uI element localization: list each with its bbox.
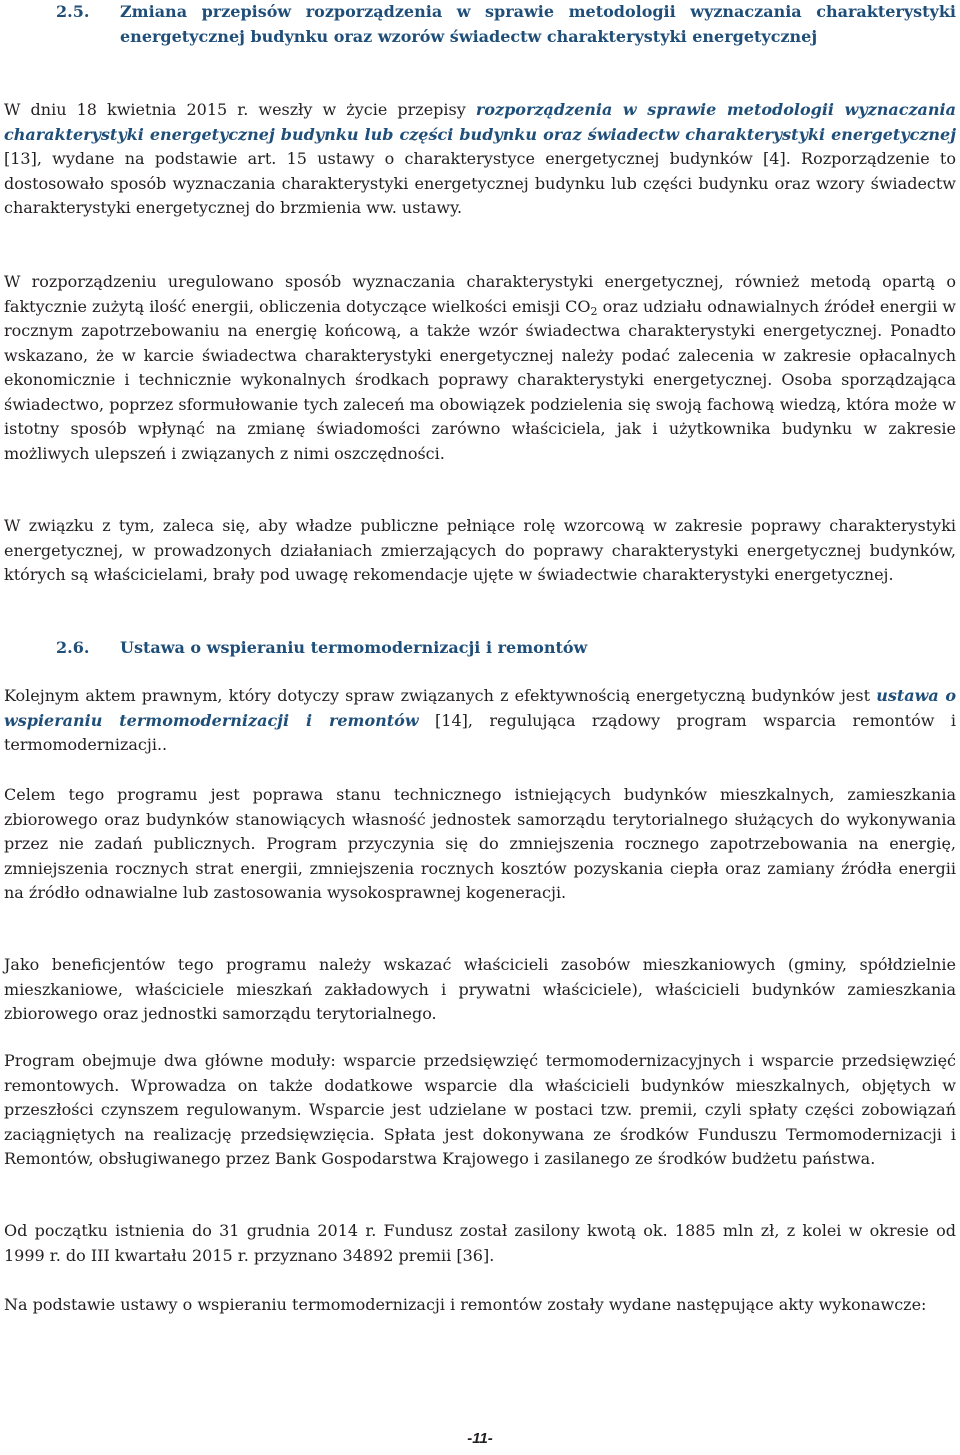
paragraph-6 xyxy=(4,953,956,1027)
subscript: 2 xyxy=(590,304,598,318)
paragraph-2 xyxy=(4,270,956,466)
paragraph-text: Od początku istnienia do 31 grudnia 2014 r. Fundusz został zasilony kwotą ok. 1885 mln zł, z kolei w okresie od 1999 r. do III kwartału 2015 r. przyznano 34892 premii [36]. xyxy=(4,1221,956,1265)
paragraph-text: W rozporządzeniu uregulowano sposób wyznaczania charakterystyki energetycznej, również metodą opartą o faktycznie zużytą ilość energii, obliczenia dotyczące wielkości emisji CO xyxy=(4,272,956,316)
section-title: Zmiana przepisów rozporządzenia w sprawie metodologii wyznaczania charakterystyki energetycznej budynku oraz wzorów świadectw charakterystyki energetycznej xyxy=(120,2,956,46)
paragraph-text: [13], wydane na podstawie art. 15 ustawy o charakterystyce energetycznej budynków [4]. Rozporządzenie to dostosowało sposób wyznaczania charakterystyki energetycznej budynku lub części budynku oraz wzory świadectw charakterystyki energetycznej do brzmienia ww. ustawy. xyxy=(4,149,956,217)
section-2-5-heading xyxy=(4,0,956,49)
section-number: 2.6. xyxy=(56,638,90,657)
section-number: 2.5. xyxy=(56,2,90,21)
paragraph-5 xyxy=(4,783,956,906)
paragraph-text: W dniu 18 kwietnia 2015 r. weszły w życie przepisy xyxy=(4,100,476,119)
page-number: -11- xyxy=(467,1430,493,1447)
paragraph-9 xyxy=(4,1293,956,1318)
section-2-6-heading xyxy=(4,636,956,661)
paragraph-text: Na podstawie ustawy o wspieraniu termomodernizacji i remontów zostały wydane następujące akty wykonawcze: xyxy=(4,1295,927,1314)
paragraph-text: Kolejnym aktem prawnym, który dotyczy spraw związanych z efektywnością energetyczną budynków jest xyxy=(4,686,877,705)
paragraph-text: oraz udziału odnawialnych źródeł energii w rocznym zapotrzebowaniu na energię końcową, a także wzór świadectwa charakterystyki energetycznej. Ponadto wskazano, że w karcie świadectwa charakterystyki energetycznej należy podać zalecenia w zakresie opłacalnych ekonomicznie i technicznie wykonalnych środkach poprawy charakterystyki energetycznej. Osoba sporządzająca świadectwo, poprzez sformułowanie tych zaleceń ma obowiązek podzielenia się swoją fachową wiedzą, która może w istotny sposób wpłynąć na zmianę świadomości zarówno właściciela, jak i użytkownika budynku w zakresie możliwych ulepszeń i związanych z nimi oszczędności. xyxy=(4,296,956,463)
paragraph-text: Program obejmuje dwa główne moduły: wsparcie przedsięwzięć termomodernizacyjnych i wsparcie przedsięwzięć remontowych. Wprowadza on także dodatkowe wsparcie dla właścicieli budynków mieszkalnych, objętych w przeszłości czynszem regulowanym. Wsparcie jest udzielane w postaci tzw. premii, czyli spłaty części zobowiązań zaciągniętych na realizację przedsięwzięcia. Spłata jest dokonywana ze środków Funduszu Termomodernizacji i Remontów, obsługiwanego przez Bank Gospodarstwa Krajowego i zasilanego ze środków budżetu państwa. xyxy=(4,1051,956,1168)
paragraph-7 xyxy=(4,1049,956,1172)
paragraph-text: Jako beneficjentów tego programu należy wskazać właścicieli zasobów mieszkaniowych (gminy, spółdzielnie mieszkaniowe, właściciele mieszkań zakładowych i prywatni właściciele), właścicieli budynków zamieszkania zbiorowego oraz jednostki samorządu terytorialnego. xyxy=(4,955,956,1023)
paragraph-4 xyxy=(4,684,956,758)
regulation-title: rozporządzenia w sprawie metodologii wyznaczania charakterystyki energetycznej budynku lub części budynku oraz świadectw charakterystyki energetycznej xyxy=(4,100,957,144)
paragraph-text: W związku z tym, zaleca się, aby władze publiczne pełniące rolę wzorcową w zakresie poprawy charakterystyki energetycznej, w prowadzonych działaniach zmierzających do poprawy charakterystyki energetycznej budynków, których są właścicielami, brały pod uwagę rekomendacje ujęte w świadectwie charakterystyki energetycznej. xyxy=(4,516,956,584)
paragraph-1 xyxy=(4,98,956,221)
paragraph-8 xyxy=(4,1219,956,1268)
paragraph-text: Celem tego programu jest poprawa stanu technicznego istniejących budynków mieszkalnych, zamieszkania zbiorowego oraz budynków stanowiących własność jednostek samorządu terytorialnego służących do wykonywania przez nie zadań publicznych. Program przyczynia się do zmniejszenia rocznego zapotrzebowania na energię, zmniejszenia rocznych strat energii, zmniejszenia rocznych kosztów pozyskania ciepła oraz zamiany źródła energii na źródło odnawialne lub zastosowania wysokosprawnej kogeneracji. xyxy=(4,785,956,902)
paragraph-3 xyxy=(4,514,956,588)
section-title: Ustawa o wspieraniu termomodernizacji i remontów xyxy=(120,638,588,657)
law-title: ustawa o wspieraniu termomodernizacji i remontów xyxy=(4,686,957,730)
paragraph-text: [14], regulująca rządowy program wsparcia remontów i termomodernizacji.. xyxy=(4,710,956,754)
